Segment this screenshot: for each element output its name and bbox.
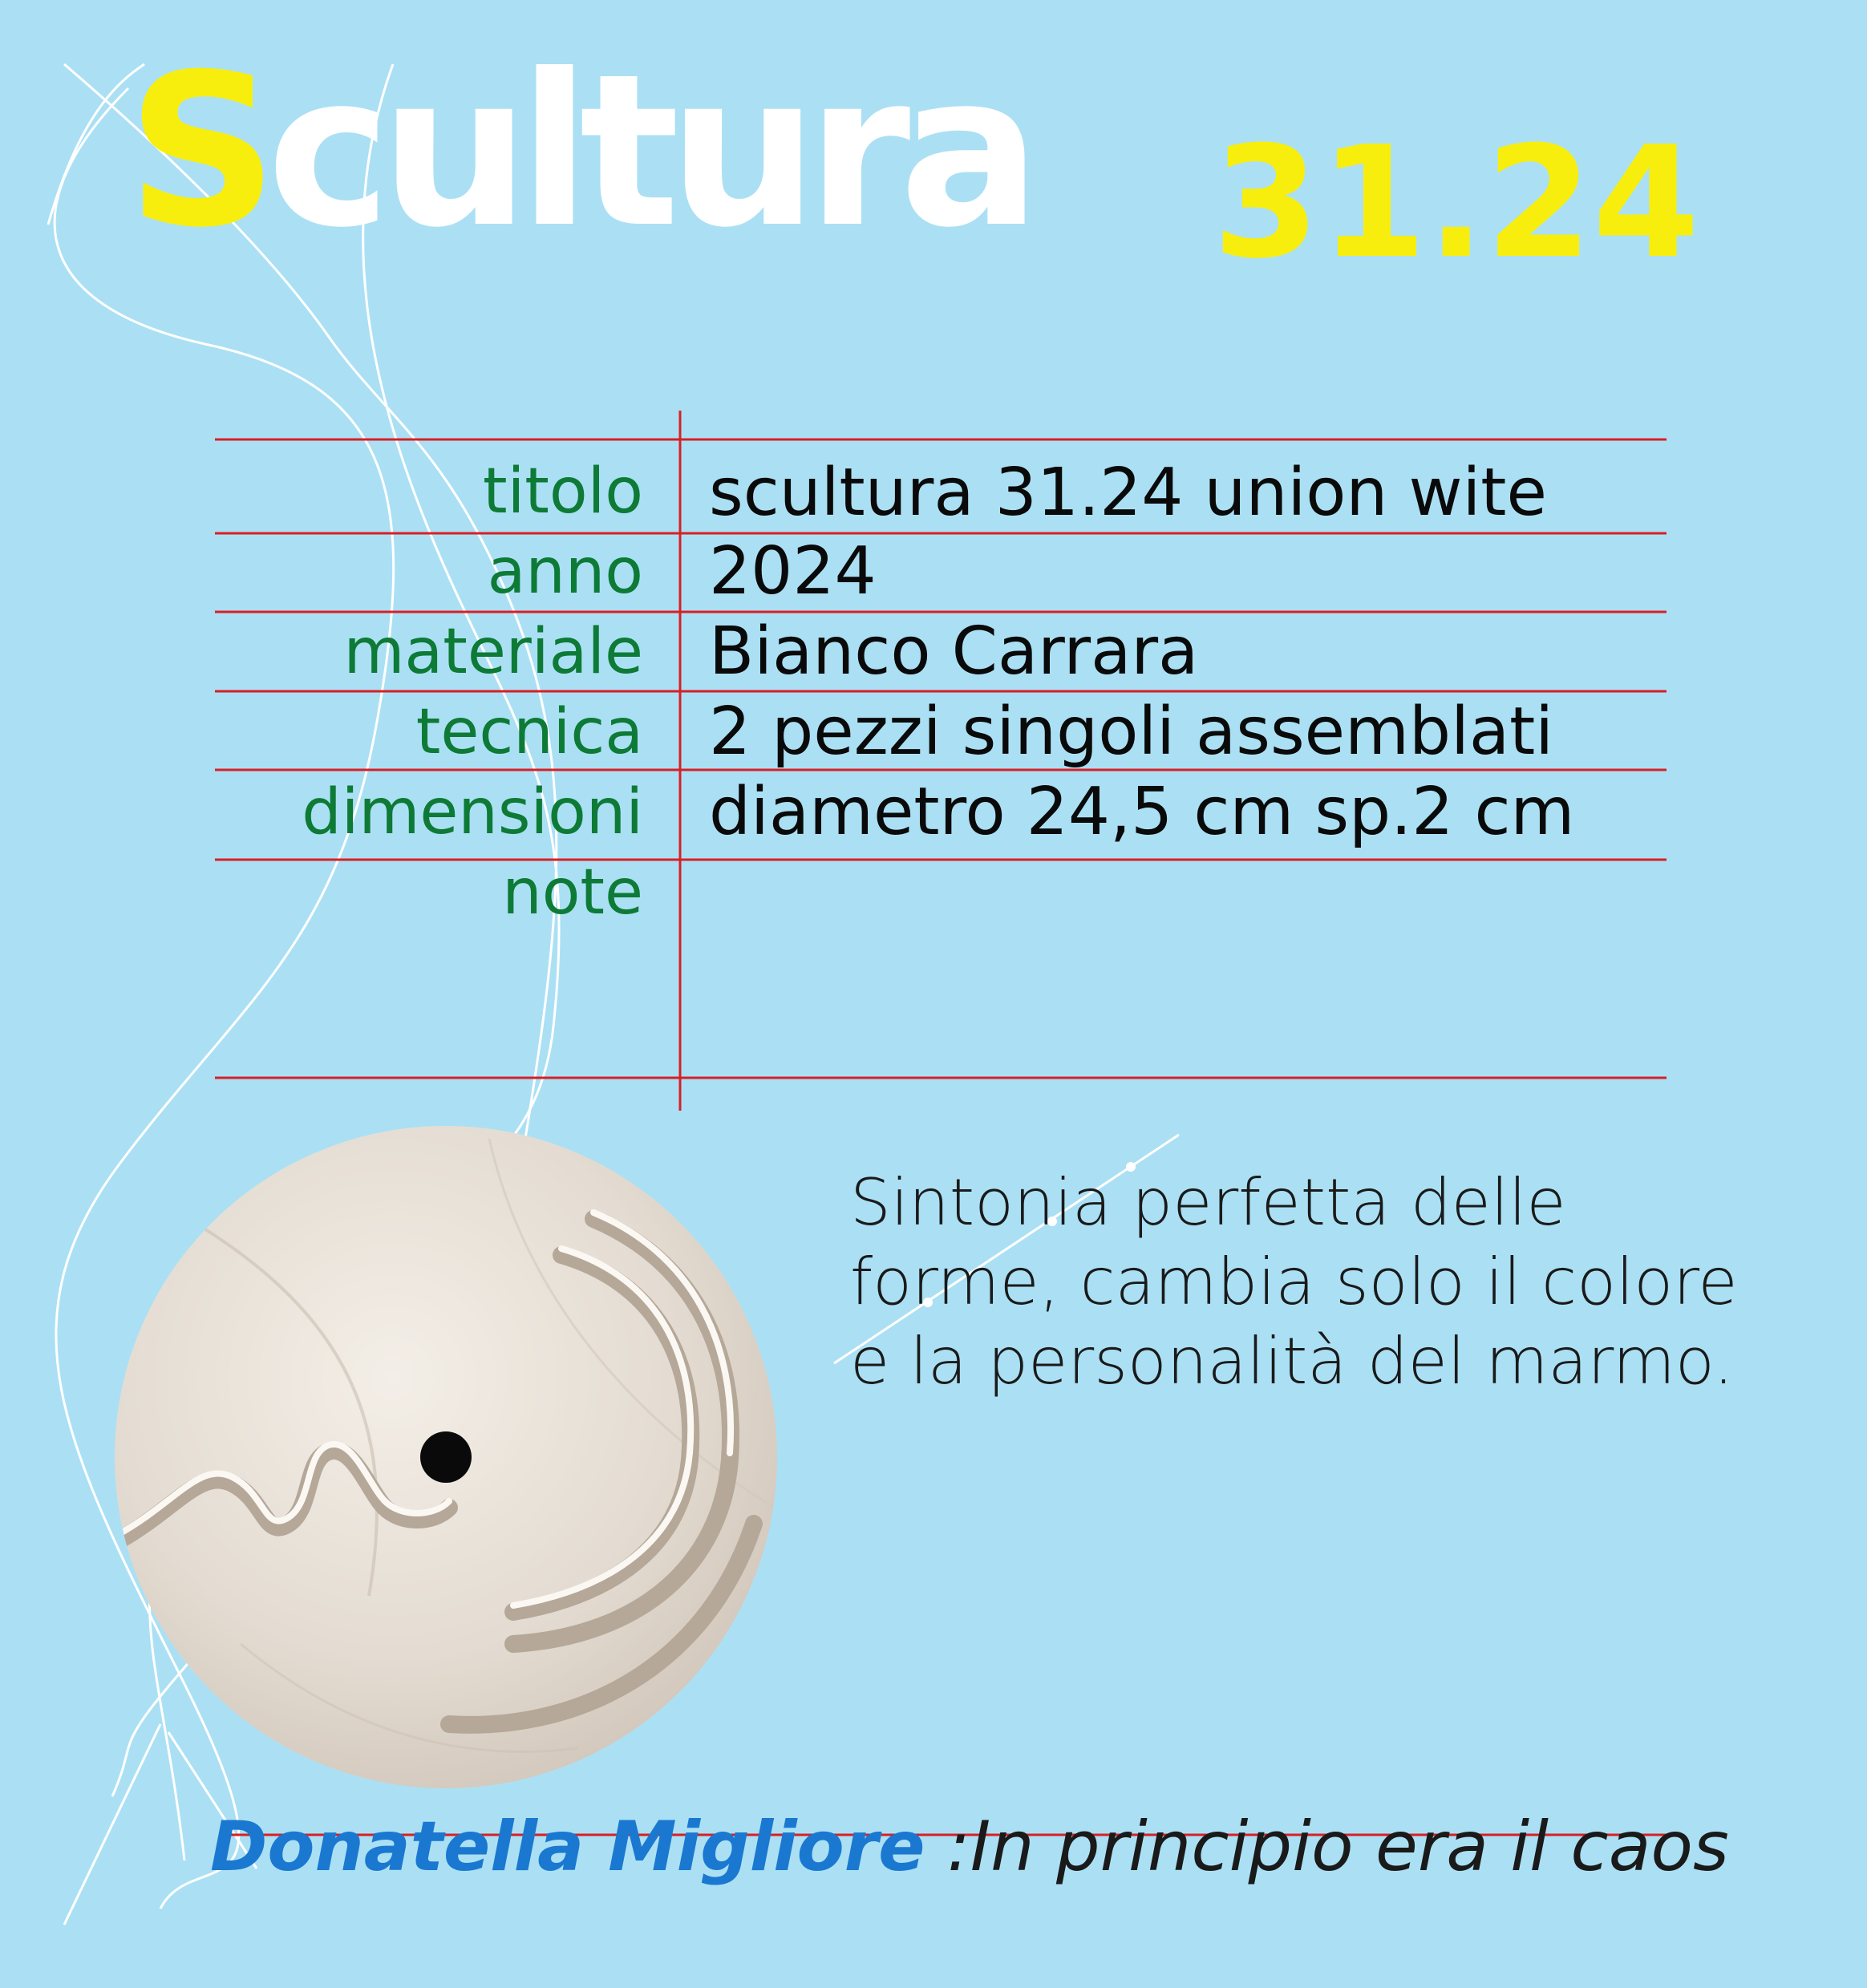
field-label-anno: anno: [487, 536, 643, 608]
field-label-tecnica: tecnica: [415, 696, 643, 768]
sculpture-number: 31.24: [1213, 114, 1700, 293]
field-value-dimensioni: diametro 24,5 cm sp.2 cm: [709, 774, 1575, 850]
field-label-note: note: [502, 856, 643, 929]
description-text: Sintonia perfetta delle forme, cambia solo il colore e la personalità del marmo.: [850, 1165, 1738, 1399]
field-label-dimensioni: dimensioni: [302, 776, 643, 848]
field-value-tecnica: 2 pezzi singoli assemblati: [709, 694, 1554, 770]
field-value-titolo: scultura 31.24 union wite: [709, 455, 1547, 531]
work-title: :In principio era il caos: [946, 1807, 1729, 1887]
title-first-letter: S: [127, 29, 267, 273]
field-value-anno: 2024: [709, 533, 877, 609]
field-label-materiale: materiale: [343, 616, 643, 688]
field-label-titolo: titolo: [483, 455, 643, 528]
field-value-materiale: Bianco Carrara: [709, 613, 1199, 690]
title-rest: cultura: [266, 29, 1031, 273]
author-name: Donatella Migliore: [210, 1807, 925, 1887]
footer: [210, 1807, 1729, 1887]
